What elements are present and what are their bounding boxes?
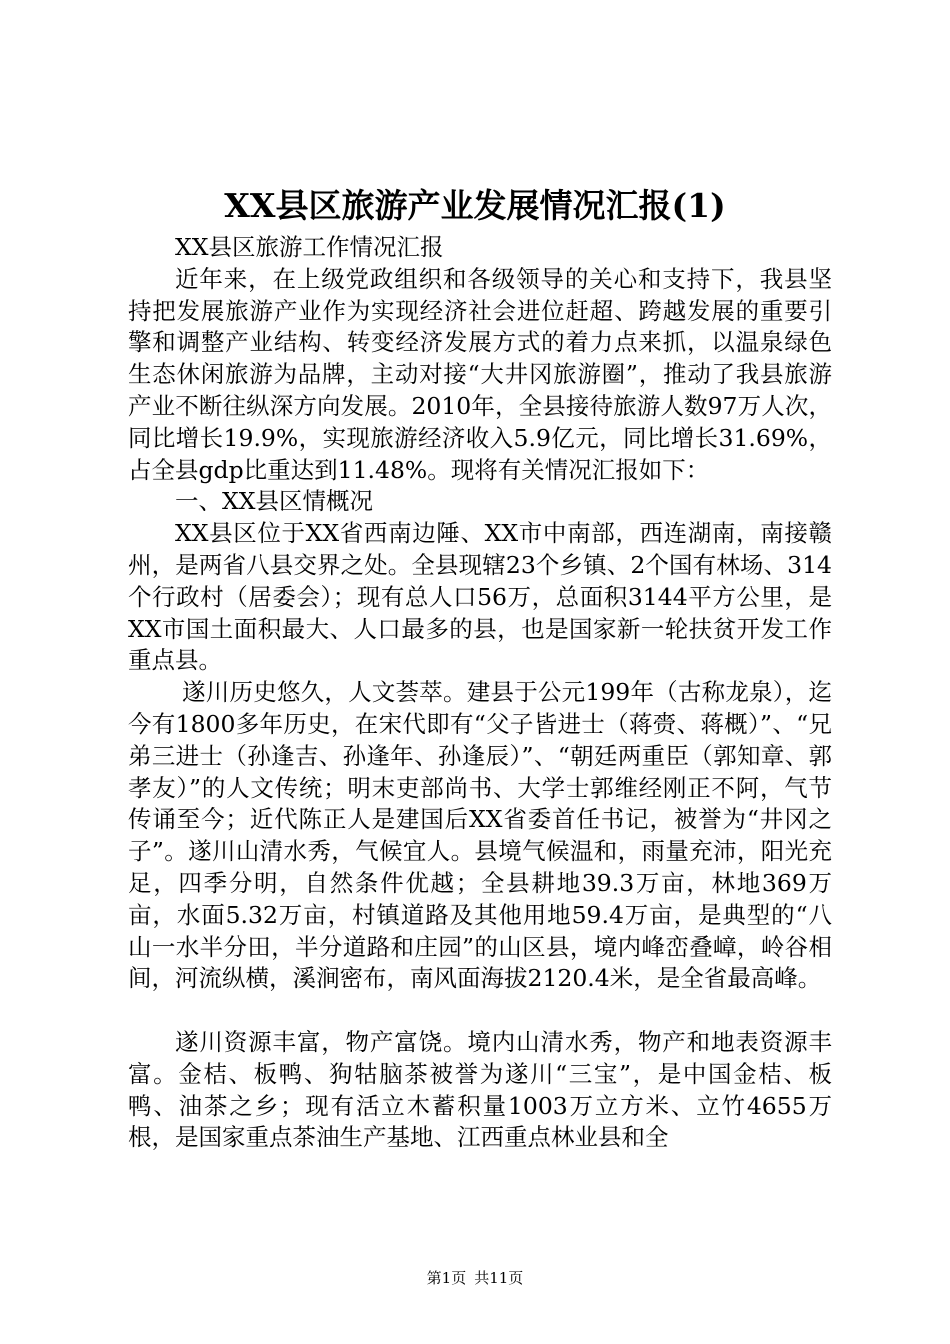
paragraph-location: XX县区位于XX省西南边陲、XX市中南部，西连湖南，南接赣州，是两省八县交界之处。全县现辖23个乡镇、2个国有林场、314个行政村（居委会）；现有总人口56万，总面积3144平方公里，是XX市国土面积最大、人口最多的县，也是国家新一轮扶贫开发工作重点县。 xyxy=(128,519,832,675)
paragraph-intro: 近年来，在上级党政组织和各级领导的关心和支持下，我县坚持把发展旅游产业作为实现经济社会进位赶超、跨越发展的重要引擎和调整产业结构、转变经济发展方式的着力点来抓，以温泉绿色生态休闲旅游为品牌，主动对接“大井冈旅游圈”，推动了我县旅游产业不断往纵深方向发展。2010年，全县接待旅游人数97万人次，同比增长19.9%，实现旅游经济收入5.9亿元，同比增长31.69%，占全县gdp比重达到11.48%。现将有关情况汇报如下： xyxy=(128,264,832,484)
paragraph-resources: 遂川资源丰富，物产富饶。境内山清水秀，物产和地表资源丰富。金桔、板鸭、狗牯脑茶被誉为遂川“三宝”，是中国金桔、板鸭、油茶之乡；现有活立木蓄积量1003万立方米、立竹4655万根，是国家重点茶油生产基地、江西重点林业县和全 xyxy=(128,1027,832,1152)
section-heading-overview: 一、XX县区情概况 xyxy=(175,487,373,516)
page-footer xyxy=(0,1268,950,1288)
paragraph-history: 遂川历史悠久，人文荟萃。建县于公元199年（古称龙泉），迄今有1800多年历史，在宋代即有“父子皆进士（蒋赍、蒋概）”、“兄弟三进士（孙逢吉、孙逢年、孙逢辰）”、“朝廷两重臣（郭知章、郭孝友）”的人文传统；明末吏部尚书、大学士郭维经刚正不阿，气节传诵至今；近代陈正人是建国后XX省委首任书记，被誉为“井冈之子”。遂川山清水秀，气候宜人。县境气候温和，雨量充沛，阳光充足，四季分明，自然条件优越；全县耕地39.3万亩，林地369万亩，水面5.32万亩，村镇道路及其他用地59.4万亩，是典型的“八山一水半分田，半分道路和庄园”的山区县，境内峰峦叠嶂，岭谷相间，河流纵横，溪涧密布，南风面海拔2120.4米，是全省最高峰。 xyxy=(128,678,832,993)
page-number: 第1页 xyxy=(426,1269,467,1287)
paragraph-subtitle: XX县区旅游工作情况汇报 xyxy=(175,233,444,261)
document-title: XX县区旅游产业发展情况汇报(1) xyxy=(224,186,726,225)
page-total: 共11页 xyxy=(474,1269,524,1287)
document-body xyxy=(128,232,832,1154)
